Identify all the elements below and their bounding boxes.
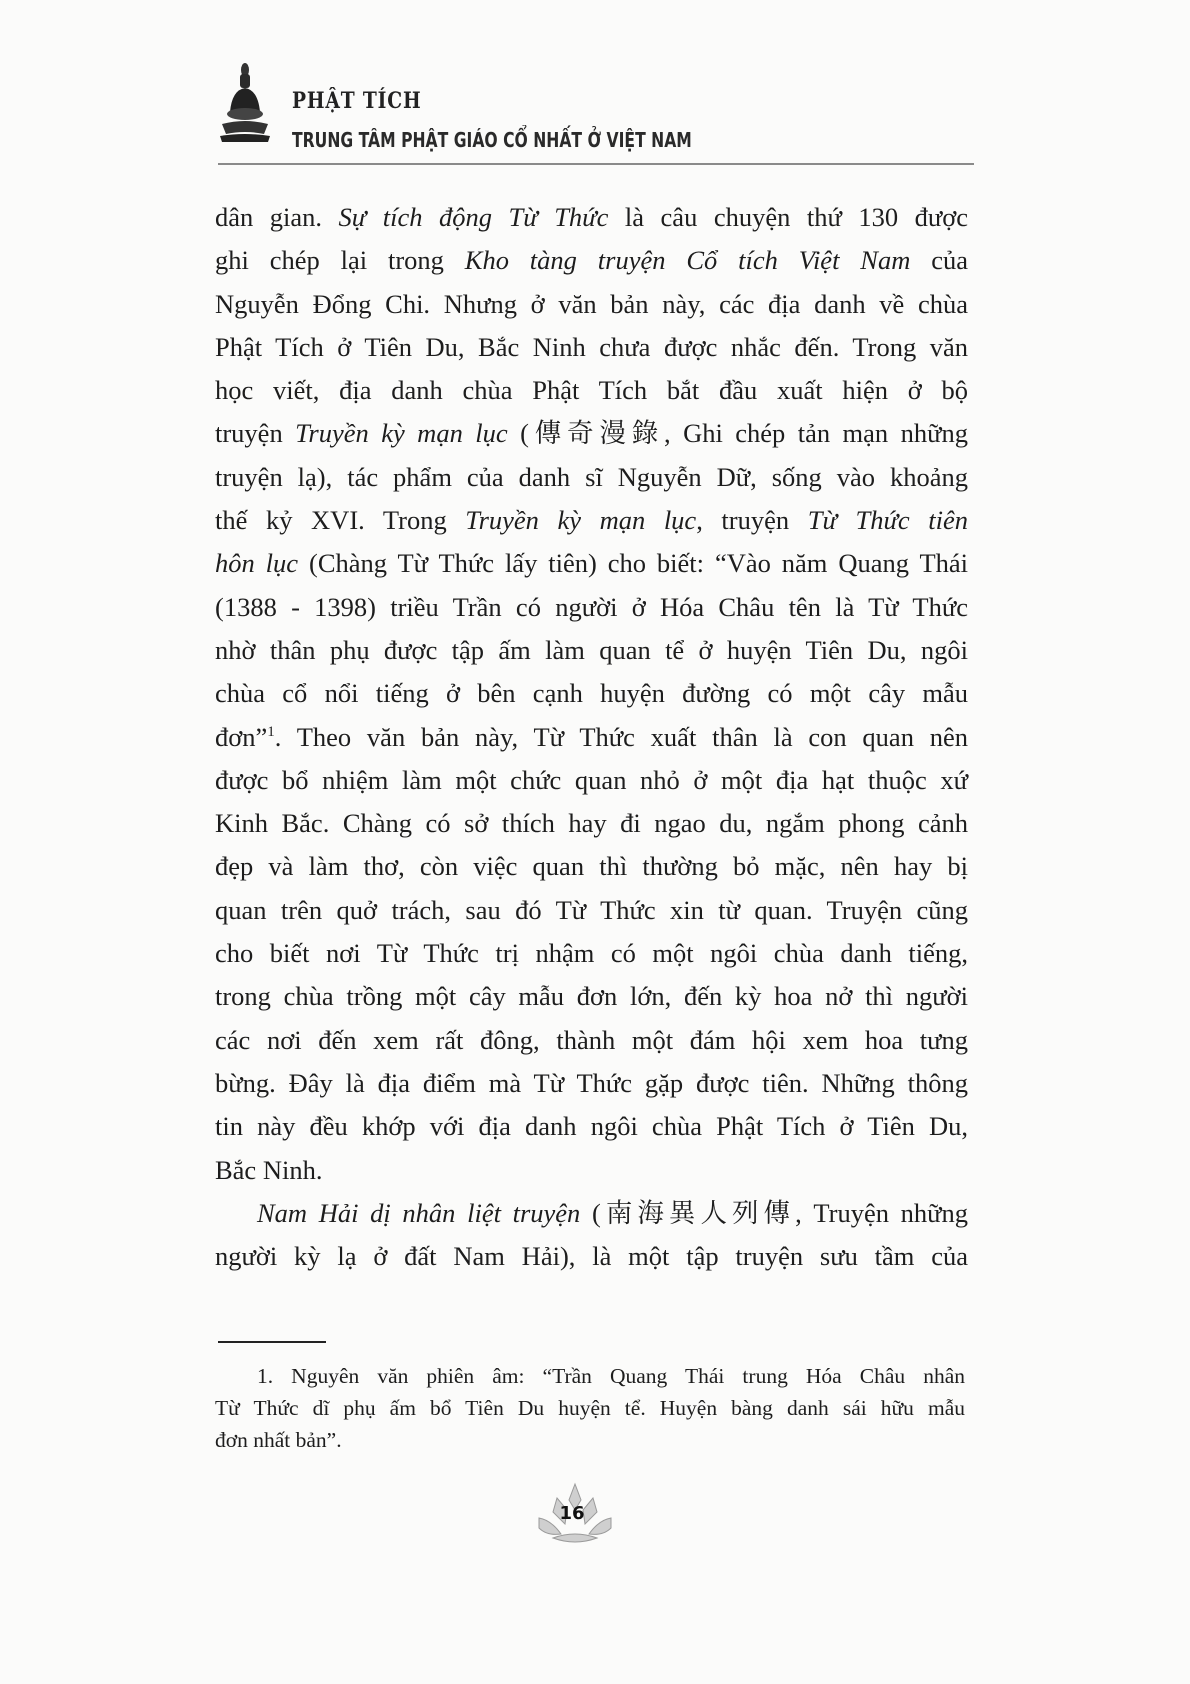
text-run: các nơi đến xem rất đông, thành một đám hội xem hoa tưng bbox=[215, 1024, 968, 1055]
text-line bbox=[215, 975, 968, 1018]
text-run: người kỳ lạ ở đất Nam Hải), là một tập truyện sưu tầm của bbox=[215, 1241, 968, 1272]
page-number: 16 bbox=[559, 1503, 585, 1524]
text-run: đẹp và làm thơ, còn việc quan thì thường bỏ mặc, nên hay bị bbox=[215, 851, 968, 882]
text-line bbox=[215, 932, 968, 975]
text-run: ghi chép lại trong bbox=[215, 245, 465, 276]
text-line bbox=[215, 759, 968, 802]
text-run: Kinh Bắc. Chàng có sở thích hay đi ngao du, ngắm phong cảnh bbox=[215, 808, 968, 839]
text-run: truyện lạ), tác phẩm của danh sĩ Nguyễn Dữ, sống vào khoảng bbox=[215, 461, 968, 492]
text-run: được bổ nhiệm làm một chức quan nhỏ ở một địa hạt thuộc xứ bbox=[215, 764, 968, 795]
running-header-subtitle: TRUNG TÂM PHẬT GIÁO CỔ NHẤT Ở VIỆT NAM bbox=[292, 128, 692, 152]
text-run: truyện bbox=[215, 418, 296, 449]
text-run: bừng. Đây là địa điểm mà Từ Thức gặp được tiên. Những thông bbox=[215, 1067, 968, 1098]
text-run: , truyện bbox=[696, 505, 808, 536]
text-run: nhờ thân phụ được tập ấm làm quan tể ở huyện Tiên Du, ngôi bbox=[215, 634, 968, 665]
text-line bbox=[215, 542, 968, 585]
text-run: học viết, địa danh chùa Phật Tích bắt đầu xuất hiện ở bộ bbox=[215, 375, 968, 406]
text-run: Nguyễn Đổng Chi. Nhưng ở văn bản này, các địa danh về chùa bbox=[215, 288, 968, 319]
text-run: chùa cổ nổi tiếng ở bên cạnh huyện đường có một cây mẫu bbox=[215, 678, 968, 709]
text-run: (Chàng Từ Thức lấy tiên) cho biết: “Vào năm Quang Thái bbox=[298, 548, 969, 579]
header-divider bbox=[218, 163, 974, 165]
text-line bbox=[215, 456, 968, 499]
italic-title: Truyền kỳ mạn lục bbox=[295, 418, 508, 449]
text-line bbox=[215, 326, 968, 369]
footnote bbox=[215, 1360, 965, 1456]
italic-title: Từ Thức tiên bbox=[807, 505, 969, 536]
italic-title: Kho tàng truyện Cổ tích Việt Nam bbox=[464, 245, 911, 276]
text-run: đơn nhất bản”. bbox=[215, 1428, 342, 1452]
text-line bbox=[215, 716, 968, 759]
footnote-line bbox=[215, 1424, 965, 1456]
text-line bbox=[215, 1019, 968, 1062]
text-run: thế kỷ XVI. Trong bbox=[215, 505, 466, 536]
text-run: trong chùa trồng một cây mẫu đơn lớn, đến kỳ hoa nở thì người bbox=[215, 981, 968, 1012]
text-run: Bắc Ninh. bbox=[215, 1154, 323, 1185]
text-run: (1388 - 1398) triều Trần có người ở Hóa Châu tên là Từ Thức bbox=[215, 591, 968, 622]
italic-title: hôn lục bbox=[215, 548, 299, 579]
text-line bbox=[215, 283, 968, 326]
text-run: cho biết nơi Từ Thức trị nhậm có một ngôi chùa danh tiếng, bbox=[215, 938, 968, 969]
italic-title: Truyền kỳ mạn lục bbox=[465, 505, 697, 536]
text-line bbox=[215, 672, 968, 715]
text-line bbox=[215, 802, 968, 845]
buddha-statue-icon bbox=[220, 62, 270, 144]
text-run: là câu chuyện thứ 130 được bbox=[608, 202, 968, 232]
text-run: (南海異人列傳, Truyện những bbox=[580, 1197, 968, 1228]
text-line bbox=[215, 586, 968, 629]
text-run: 1. Nguyên văn phiên âm: “Trần Quang Thái trung Hóa Châu nhân bbox=[257, 1364, 965, 1388]
text-line bbox=[215, 1149, 968, 1192]
text-line bbox=[215, 845, 968, 888]
text-line bbox=[215, 196, 968, 239]
text-line bbox=[215, 889, 968, 932]
text-run: tin này đều khớp với địa danh ngôi chùa Phật Tích ở Tiên Du, bbox=[215, 1111, 968, 1142]
text-run: Từ Thức dĩ phụ ấm bổ Tiên Du huyện tể. Huyện bàng danh sái hữu mẫu bbox=[215, 1396, 965, 1420]
footnote-line bbox=[215, 1392, 965, 1424]
text-line bbox=[215, 369, 968, 412]
text-line bbox=[215, 629, 968, 672]
running-header-title: PHẬT TÍCH bbox=[292, 88, 422, 114]
text-run: . Theo văn bản này, Từ Thức xuất thân là con quan nên bbox=[274, 721, 968, 752]
text-run: quan trên quở trách, sau đó Từ Thức xin từ quan. Truyện cũng bbox=[215, 894, 968, 925]
text-run: của bbox=[910, 245, 968, 276]
text-line bbox=[215, 1105, 968, 1148]
text-line bbox=[215, 412, 968, 455]
italic-title: Nam Hải dị nhân liệt truyện bbox=[257, 1197, 581, 1228]
text-line bbox=[215, 1235, 968, 1278]
footnote-divider bbox=[218, 1341, 326, 1343]
text-run: đơn” bbox=[215, 721, 268, 752]
footnote-ref: 1 bbox=[267, 723, 275, 740]
text-run: Phật Tích ở Tiên Du, Bắc Ninh chưa được nhắc đến. Trong văn bbox=[215, 331, 968, 362]
text-line bbox=[215, 239, 968, 282]
text-line bbox=[215, 499, 968, 542]
text-run: dân gian. bbox=[215, 202, 339, 232]
italic-title: Sự tích động Từ Thức bbox=[338, 202, 609, 232]
text-line bbox=[215, 1062, 968, 1105]
text-run: (傳奇漫錄, Ghi chép tản mạn những bbox=[507, 418, 968, 449]
footnote-line bbox=[215, 1360, 965, 1392]
text-line bbox=[215, 1192, 968, 1235]
body-text bbox=[215, 196, 968, 1278]
